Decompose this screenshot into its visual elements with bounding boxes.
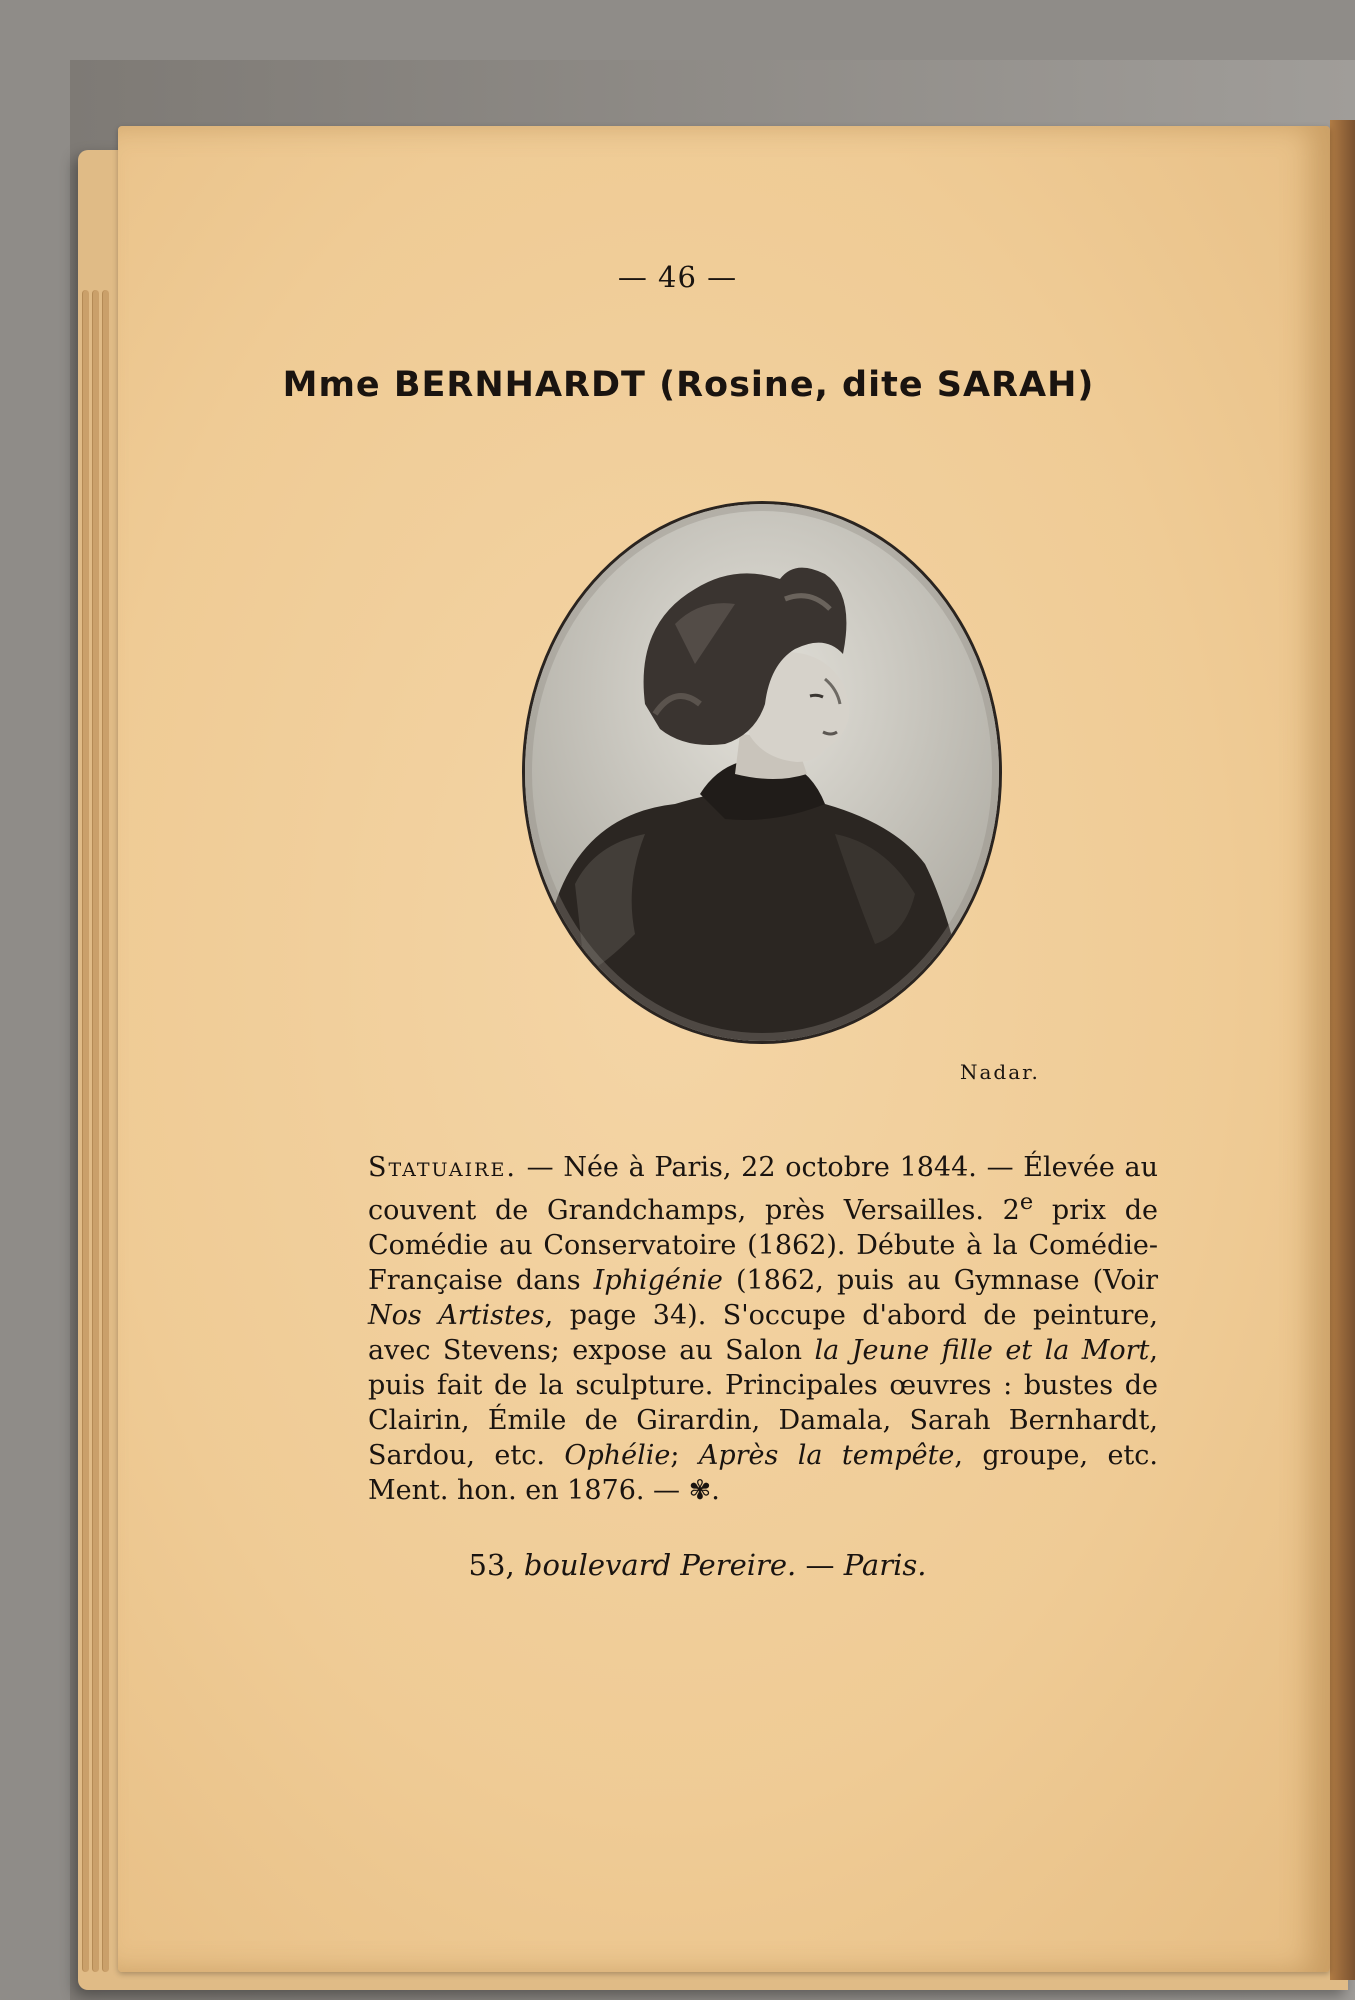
address-street: boulevard Pereire. [523, 1548, 797, 1582]
work-title: Après la tempête [698, 1440, 955, 1471]
address-line [0, 1548, 1355, 1582]
page-edge [102, 290, 109, 1972]
bio-lead: Statuaire. [368, 1152, 517, 1183]
biography-paragraph [368, 1150, 1158, 1508]
page-edge [92, 290, 99, 1972]
portrait-photo [522, 501, 1002, 1044]
work-title: Ophélie [564, 1440, 671, 1471]
work-title: Nos Artistes [368, 1300, 545, 1331]
portrait-illustration [525, 504, 999, 1041]
work-title: Iphigénie [593, 1265, 723, 1296]
address-number: 53, [468, 1548, 515, 1582]
bio-text: ; [670, 1440, 699, 1471]
bio-text: . [711, 1475, 720, 1506]
page-edge [82, 290, 89, 1972]
address-separator: — [796, 1548, 844, 1582]
address-city: Paris. [843, 1548, 927, 1582]
bio-text: , page 34). S'occupe d'abord de peinture, avec Stevens; expose au Salon [368, 1300, 1158, 1366]
bio-superscript: e [1019, 1189, 1034, 1215]
bio-text: , groupe, etc. Ment. hon. en 1876. — [368, 1440, 1158, 1506]
bio-text: , puis fait de la sculpture. Principales œuvres : bustes de Clairin, Émile de Girardin, Damala, Sarah Bernhardt, Sardou, etc. [368, 1335, 1159, 1471]
photo-credit: Nadar. [960, 1060, 1040, 1084]
page-number: — 46 — [617, 260, 738, 294]
bio-text: — Née à Paris, 22 octobre 1844. — Élevée au couvent de Grandchamps, près Versailles. 2 [368, 1152, 1158, 1226]
page-title: Mme BERNHARDT (Rosine, dite SARAH) [282, 365, 1095, 405]
work-title: la Jeune fille et la Mort [814, 1335, 1150, 1366]
bio-text: (1862, puis au Gymnase (Voir [722, 1265, 1158, 1296]
bio-text: prix de Comédie au Conservatoire (1862). Débute à la Comédie-Française dans [368, 1195, 1158, 1296]
palm-icon: ✾ [688, 1475, 712, 1506]
